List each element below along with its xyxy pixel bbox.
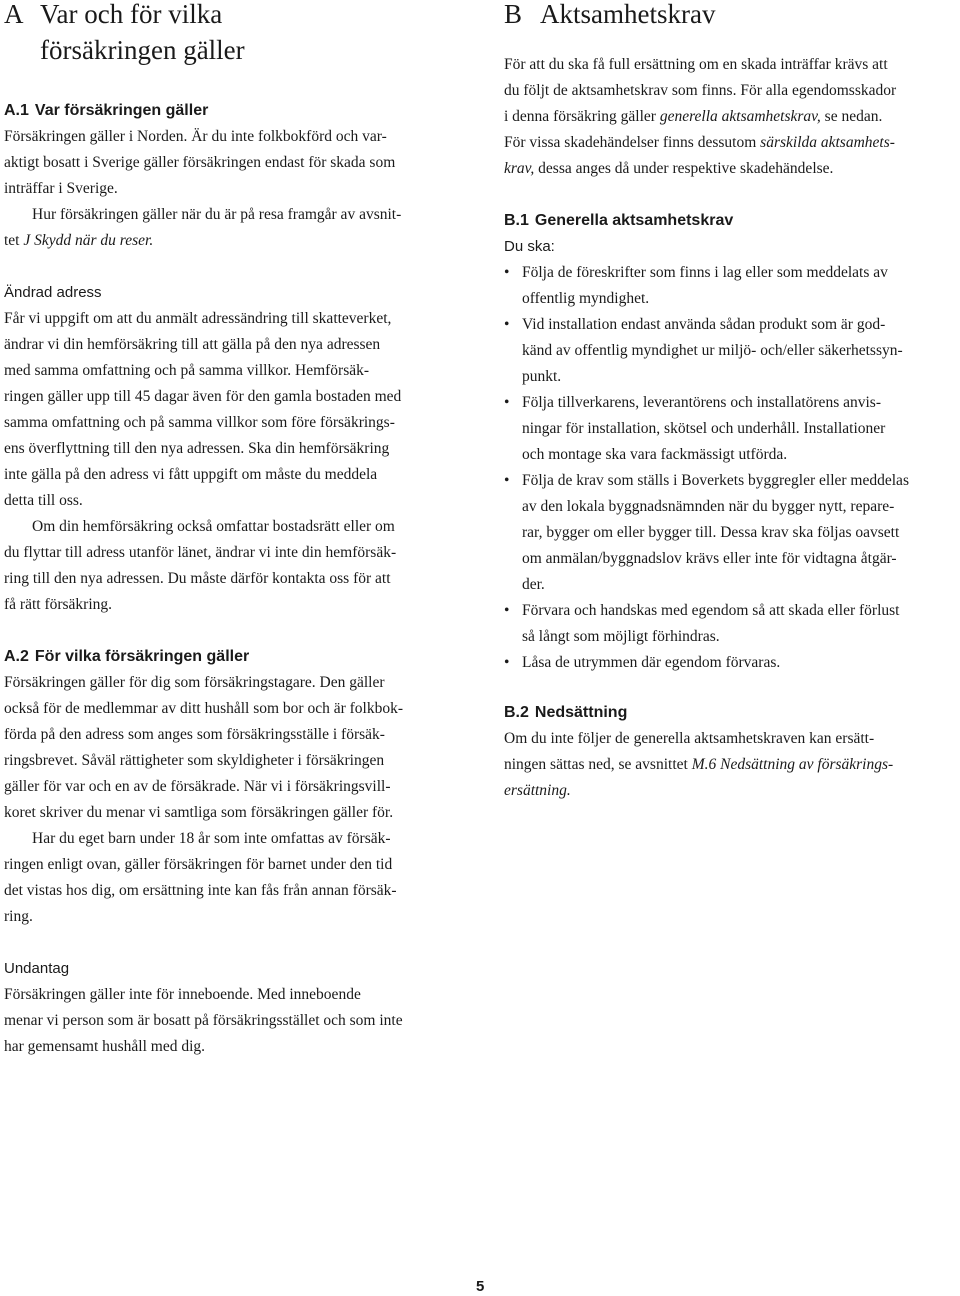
text-line: Låsa de utrymmen där egendom förvaras. — [522, 654, 781, 671]
text-line: ringsbrevet. Såväl rättigheter som skyldigheter i försäkringen — [4, 752, 385, 769]
undantag-label: Undantag — [4, 960, 70, 977]
b1-heading — [504, 208, 956, 234]
text-line: Försäkringen gäller inte för inneboende. Med inneboende — [4, 986, 361, 1003]
du-ska-label: Du ska: — [504, 238, 555, 255]
list-item — [504, 650, 956, 676]
text-line: om anmälan/byggnadslov krävs eller inte för vidtagna åtgär- — [522, 550, 897, 567]
text-line — [504, 104, 956, 130]
section-reference-link[interactable]: J Skydd när du reser. — [23, 232, 154, 249]
list-item — [504, 598, 956, 650]
bullet-icon: • — [504, 394, 510, 411]
text-line: Hur försäkringen gäller när du är på resa framgår av avsnit- — [32, 206, 402, 223]
text-fragment: dessa anges då under respektive skadehändelse. — [534, 160, 834, 177]
list-item — [504, 260, 956, 312]
text-line: känd av offentlig myndighet ur miljö- och/eller säkerhetssyn- — [522, 342, 903, 359]
text-line: inträffar i Sverige. — [4, 180, 118, 197]
list-item — [504, 390, 956, 468]
right-column — [504, 0, 956, 804]
italic-term: krav, — [504, 160, 535, 177]
text-fragment: se nedan. — [820, 108, 883, 125]
bullet-icon: • — [504, 264, 510, 281]
text-line: ens överflyttning till den nya adressen. Ska din hemförsäkring — [4, 440, 390, 457]
text-line: För att du ska få full ersättning om en skada inträffar krävs att — [504, 56, 888, 73]
a1-heading-text: Var försäkringen gäller — [34, 102, 209, 119]
text-line: rar, bygger om eller bygger till. Dessa krav ska följas oavsett — [522, 524, 900, 541]
text-line: Förvara och handskas med egendom så att skada eller förlust — [522, 602, 900, 619]
list-item — [504, 312, 956, 390]
text-line: Har du eget barn under 18 år som inte omfattas av försäk- — [32, 830, 391, 847]
text-line: ändrar vi din hemförsäkring till att gälla på den nya adressen — [4, 336, 381, 353]
text-line: Försäkringen gäller för dig som försäkringstagare. Den gäller — [4, 674, 385, 691]
bullet-icon: • — [504, 654, 510, 671]
text-line: ringen enligt ovan, gäller försäkringen för barnet under den tid — [4, 856, 393, 873]
b1-heading-text: Generella aktsamhetskrav — [534, 212, 734, 229]
text-line: inte gälla på den adress vi fått uppgift om måste du meddela — [4, 466, 378, 483]
section-a-title — [4, 0, 466, 68]
text-line: Får vi uppgift om att du anmält adressändring till skatteverket, — [4, 310, 392, 327]
text-line: så långt som möjligt förhindras. — [522, 628, 720, 645]
text-line: samma omfattning och på samma villkor som före försäkrings- — [4, 414, 395, 431]
text-fragment: För vissa skadehändelser finns dessutom — [504, 134, 761, 151]
section-reference-link[interactable]: M.6 Nedsättning av försäkrings- — [691, 756, 894, 773]
section-b-title — [504, 0, 956, 32]
text-line: också för de medlemmar av ditt hushåll som bor och är folkbok- — [4, 700, 404, 717]
text-line: har gemensamt hushåll med dig. — [4, 1038, 206, 1055]
text-line: der. — [522, 576, 545, 593]
a1-paragraph-1 — [4, 124, 466, 202]
bullet-icon: • — [504, 602, 510, 619]
a2-number: A.2 — [4, 648, 29, 665]
italic-term: särskilda aktsamhets- — [760, 134, 895, 151]
section-a-number: A — [4, 0, 24, 29]
section-b-number: B — [504, 0, 523, 29]
aktsamhetskrav-list — [504, 260, 956, 676]
bullet-icon: • — [504, 472, 510, 489]
left-column — [4, 0, 466, 1060]
text-line: få rätt försäkring. — [4, 596, 113, 613]
text-line: Följa de föreskrifter som finns i lag eller som meddelats av — [522, 264, 888, 281]
b1-number: B.1 — [504, 212, 529, 229]
text-line: du flyttar till adress utanför länet, ändrar vi inte din hemförsäk- — [4, 544, 397, 561]
list-item — [504, 468, 956, 598]
text-line — [504, 778, 956, 804]
text-line: av den lokala byggnadsnämnden när du bygger nytt, repare- — [522, 498, 895, 515]
text-line: det vistas hos dig, om ersättning inte kan fås från annan försäk- — [4, 882, 397, 899]
italic-term: generella aktsamhetskrav, — [659, 108, 821, 125]
andrad-adress-paragraph-1 — [4, 306, 466, 514]
text-line: koret skriver du menar vi samtliga som försäkringen gäller för. — [4, 804, 394, 821]
andrad-adress-paragraph-2 — [4, 514, 466, 618]
text-line: Följa de krav som ställs i Boverkets byggregler eller meddelas — [522, 472, 909, 489]
text-line: Följa tillverkarens, leverantörens och installatörens anvis- — [522, 394, 881, 411]
text-line: ring. — [4, 908, 33, 925]
text-line: förda på den adress som anges som försäkringsställe i försäk- — [4, 726, 385, 743]
text-line: menar vi person som är bosatt på försäkringsstället och som inte — [4, 1012, 403, 1029]
a2-heading — [4, 644, 466, 670]
a2-paragraph-1 — [4, 670, 466, 826]
undantag-paragraph — [4, 982, 466, 1060]
text-line: ningar för installation, skötsel och underhåll. Installationer — [522, 420, 886, 437]
text-line: punkt. — [522, 368, 562, 385]
text-line: och montage ska vara fackmässigt utförda. — [522, 446, 788, 463]
text-line: med samma omfattning och på samma villkor. Hemförsäk- — [4, 362, 370, 379]
text-line: ringen gäller upp till 45 dagar även för den gamla bostaden med — [4, 388, 402, 405]
text-line: aktigt bosatt i Sverige gäller försäkringen endast för skada som — [4, 154, 396, 171]
text-line — [504, 130, 956, 156]
text-line: du följt de aktsamhetskrav som finns. För alla egendomsskador — [504, 82, 897, 99]
a1-paragraph-2 — [4, 202, 466, 254]
text-fragment: i denna försäkring gäller — [504, 108, 660, 125]
a1-number: A.1 — [4, 102, 29, 119]
text-line — [504, 752, 956, 778]
b2-paragraph — [504, 726, 956, 804]
text-line: Vid installation endast använda sådan produkt som är god- — [522, 316, 886, 333]
section-reference-link[interactable]: ersättning. — [504, 782, 571, 799]
text-line: Om din hemförsäkring också omfattar bostadsrätt eller om — [32, 518, 395, 535]
a2-heading-text: För vilka försäkringen gäller — [34, 648, 250, 665]
b2-heading-text: Nedsättning — [534, 704, 628, 721]
b2-number: B.2 — [504, 704, 529, 721]
section-b-title-text: Aktsamhetskrav — [540, 0, 716, 29]
section-a-title-line2: försäkringen gäller — [40, 35, 245, 65]
text-line: Om du inte följer de generella aktsamhetskraven kan ersätt- — [504, 730, 875, 747]
text-line: detta till oss. — [4, 492, 83, 509]
bullet-icon: • — [504, 316, 510, 333]
text-line: gäller för var och en av de försäkrade. När vi i försäkringsvill- — [4, 778, 391, 795]
text-line — [504, 156, 956, 182]
text-line: ring till den nya adressen. Du måste därför kontakta oss för att — [4, 570, 391, 587]
text-fragment: tet — [4, 232, 24, 249]
page-number: 5 — [476, 1278, 485, 1295]
text-line — [4, 228, 466, 254]
a1-heading — [4, 98, 466, 124]
a2-paragraph-2 — [4, 826, 466, 930]
section-b-intro — [504, 52, 956, 182]
b2-heading — [504, 700, 956, 726]
text-fragment: ningen sättas ned, se avsnittet — [504, 756, 692, 773]
andrad-adress-label: Ändrad adress — [4, 284, 102, 301]
section-a-title-line1: Var och för vilka — [40, 0, 223, 29]
text-line: offentlig myndighet. — [522, 290, 650, 307]
text-line: Försäkringen gäller i Norden. Är du inte folkbokförd och var- — [4, 128, 387, 145]
